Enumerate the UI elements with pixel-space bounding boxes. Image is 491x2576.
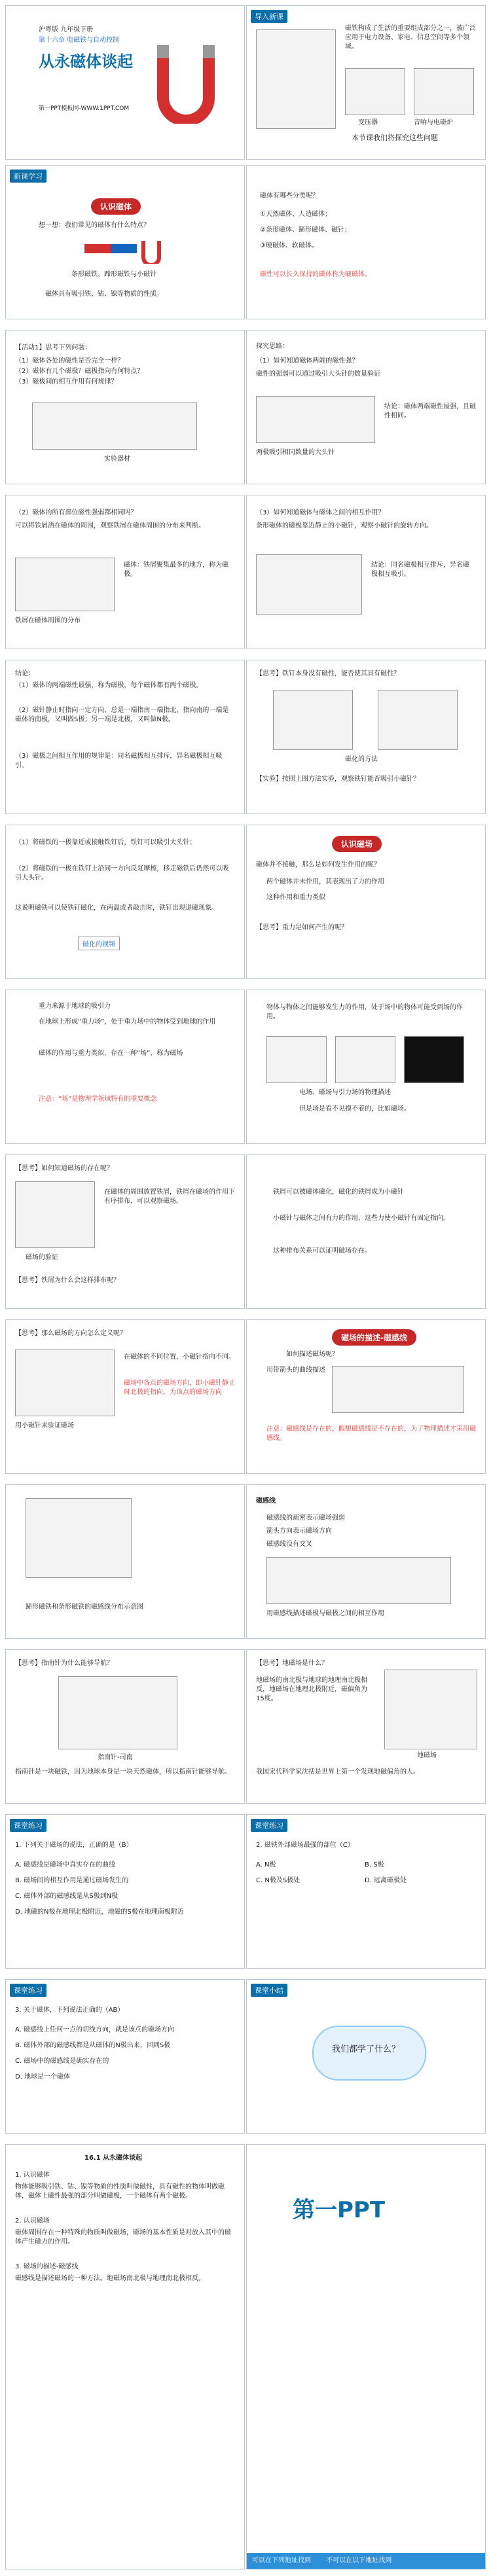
field-question: 磁体并不接触，那么是如何发生作用的呢？ xyxy=(256,861,380,868)
notes-h2: 2. 认识磁场 xyxy=(15,2217,50,2225)
activity-q3: （3）磁极间的相互作用有何规律？ xyxy=(15,378,118,385)
option-b: B. S极 xyxy=(365,1861,384,1869)
experiment-photo-2 xyxy=(378,690,458,750)
classify-note: 磁性可以长久保持的磁体称为硬磁体。 xyxy=(260,271,371,278)
filings-method: 可以将铁屑洒在磁体的周围，观察铁屑在磁体周围的分布来判断。 xyxy=(15,522,205,529)
slide-magnetize xyxy=(246,660,486,814)
slide-magnetize-result xyxy=(5,825,245,979)
magnet-graphic xyxy=(150,39,222,124)
magnetize-question: 【思考】铁钉本身没有磁性，能否使其具有磁性？ xyxy=(256,670,400,677)
section-header: 认识磁体 xyxy=(91,198,141,215)
activity-q1: （1）磁体各处的磁性是否完全一样？ xyxy=(15,357,124,365)
exercise-question: 2. 磁铁外部磁场最强的部位（C） xyxy=(256,1842,354,1849)
slide-field-proof xyxy=(246,1154,486,1309)
result-3: 这说明磁铁可以使铁钉磁化，在两温或者敲击时，铁钉出现退磁现象。 xyxy=(15,904,218,912)
caption-speaker: 音响与电磁炉 xyxy=(414,119,453,126)
option-a: A. 磁感线上任何一点的切线方向，就是该点的磁场方向 xyxy=(15,2026,175,2033)
result-2: （2）将磁铁的一极在铁钉上沿同一方向反复摩擦，移走磁铁后仍然可以吸引大头针。 xyxy=(15,865,229,882)
slide-compass xyxy=(5,1649,245,1804)
slide-exercise-2 xyxy=(246,1814,486,1969)
option-a: A. 磁感线是磁场中真实存在的曲线 xyxy=(15,1861,116,1869)
compass-needle-photo xyxy=(15,1350,115,1416)
option-c: C. 磁体外部的磁感线是从S极到N极 xyxy=(15,1893,118,1900)
magnets-caption: 条形磁铁、蹄形磁铁与小磁针 xyxy=(71,271,156,278)
slide-interaction xyxy=(246,495,486,649)
gravity-3: 磁体的作用与重力类似，存在一种“场”，称为磁场 xyxy=(39,1050,183,1057)
poles-lines-caption: 用磁感线描述磁极与磁极之间的相互作用 xyxy=(266,1610,384,1617)
direction-caption: 用小磁针来验证磁场 xyxy=(15,1422,74,1429)
geo-caption: 地磁场 xyxy=(417,1752,437,1759)
needle-photo xyxy=(256,554,362,615)
slide-end xyxy=(246,2144,486,2569)
option-d: D. 远离磁极处 xyxy=(365,1877,407,1884)
activity-head: 【活动1】思考下列问题： xyxy=(15,344,92,351)
classify-head: 磁体有哪些分类呢？ xyxy=(260,192,319,200)
notes-p1: 物体能够吸引铁、钴、镍等物质的性质叫做磁性，具有磁性的物体叫做磁体，磁体上磁性最强的部分叫做磁极，一个磁体有两个磁极。 xyxy=(15,2183,225,2200)
conclusion-1: （1）磁体的两端磁性最强，称为磁极，每个磁体都有两个磁极。 xyxy=(15,682,203,689)
slide-field-direction xyxy=(5,1319,245,1474)
lines-head: 磁感线 xyxy=(256,1497,276,1505)
explore-result: 结论：磁体两端磁性最强，且磁性相同。 xyxy=(384,403,476,420)
option-c: C. N极及S极处 xyxy=(256,1877,300,1884)
option-c: C. 磁场中的磁感线是确实存在的 xyxy=(15,2058,109,2065)
exercise-question: 3. 关于磁体，下列说法正确的（AB） xyxy=(15,2007,124,2014)
proof-2: 小磁针与磁体之间有力的作用，这些力使小磁针有固定指向。 xyxy=(273,1215,450,1222)
magnets-graphic xyxy=(84,238,163,264)
slide-activity1 xyxy=(5,330,245,484)
lines-note: 注意：磁感线是存在的，假想磁感线是不存在的，为了物理描述才采用磁感线。 xyxy=(266,1425,476,1442)
brand-text: 第一PPT模板网-WWW.1PPT.COM xyxy=(39,105,130,112)
horseshoe-lines-diagram xyxy=(26,1498,132,1578)
activity-q2: （2）磁体有几个磁极？磁极指向有何特点？ xyxy=(15,368,144,375)
section-header: 磁场的描述-磁感线 xyxy=(332,1329,416,1346)
pins-photo xyxy=(256,396,375,443)
field-answer-2: 这种作用和重力类似 xyxy=(266,894,325,901)
equipment-photo xyxy=(32,402,197,450)
slide-exercise-3 xyxy=(5,1979,245,2134)
field-image-3 xyxy=(404,1036,464,1083)
sinan-photo xyxy=(58,1676,177,1749)
option-d: D. 地球是一个磁体 xyxy=(15,2073,71,2081)
conclusion-2: （2）磁针静止时指向一定方向，总是一端指南一端指北，指向南的一端是磁体的南极，又叫做S极；另一端是北极，又叫做N极。 xyxy=(15,707,229,723)
magnetize-caption: 磁化的方法 xyxy=(345,756,378,763)
chapter-label: 第十六章 电磁铁与自动控制 xyxy=(39,37,120,44)
slide-conclusion xyxy=(5,660,245,814)
interaction-method: 条形磁体的磁极靠近静止的小磁针，观察小磁针的旋转方向。 xyxy=(256,522,433,529)
interaction-question: （3）如何知道磁体与磁体之间的相互作用？ xyxy=(256,509,385,516)
gravity-2: 在地球上形成“重力场”，处于重力场中的物体受到地球的作用 xyxy=(39,1018,216,1026)
compass-question: 【思考】指南针为什么能够导航？ xyxy=(15,1660,113,1667)
section-tag: 课堂练习 xyxy=(10,1819,46,1832)
slide-field-concept xyxy=(246,990,486,1144)
filings-result: 磁体：铁屑聚集最多的地方，称为磁极。 xyxy=(124,562,228,578)
direction-question: 【思考】那么磁场的方向怎么定义呢？ xyxy=(15,1330,126,1337)
slide-geomagnetic xyxy=(246,1649,486,1804)
field-concept-caption: 电场、磁场与引力场的物理描述 xyxy=(299,1089,391,1096)
notes-h1: 1. 认识磁体 xyxy=(15,2172,50,2179)
conclusion-head: 结论： xyxy=(15,670,35,677)
field-image-2 xyxy=(335,1036,395,1083)
proof-3: 这种排布关系可以证明磁场存在。 xyxy=(273,1247,371,1255)
slide-notes xyxy=(5,2144,245,2569)
sinan-caption: 指南针-司南 xyxy=(98,1754,133,1761)
section-tag: 导入新课 xyxy=(251,10,287,23)
end-logo: 第一PPT xyxy=(293,2197,386,2223)
conclusion-3: （3）磁极之间相互作用的规律是：同名磁极相互排斥，异名磁极相互吸引。 xyxy=(15,753,223,769)
slide-intro xyxy=(246,5,486,160)
section-tag: 课堂练习 xyxy=(251,1819,287,1832)
speaker-photo xyxy=(345,68,405,115)
bar-lines-caption: 蹄形磁铁和条形磁铁的磁感线分布示意图 xyxy=(26,1603,143,1611)
explore-head: 探究思路： xyxy=(256,343,289,350)
evidence-think: 【思考】铁屑为什么会这样排布呢？ xyxy=(15,1277,120,1284)
evidence-text: 在磁体的周围放置铁屑，铁屑在磁场的作用下有序排布，可以观察磁场。 xyxy=(104,1189,235,1205)
slide-summary xyxy=(246,1979,486,2134)
video-button[interactable]: 磁化的视频 xyxy=(78,937,120,950)
direction-text-2: 磁场中各点的磁场方向，即小磁针静止时北极的指向，为该点的磁场方向 xyxy=(124,1380,235,1396)
slide-field-lines xyxy=(246,1319,486,1474)
footer-link-2[interactable]: 不可以在以下地址找到 xyxy=(326,2557,392,2564)
slide-exercise-1 xyxy=(5,1814,245,1969)
option-b: B. 磁体外部的磁感线都是从磁体的N极出来，回到S极 xyxy=(15,2042,171,2049)
pins-caption: 两极吸引相同数量的大头针 xyxy=(256,449,335,456)
intro-text: 磁铁构成了生活的重要组成部分之一，被广泛应用于电力设备、家电、信息空间等多个领域。 xyxy=(345,25,476,50)
explore-answer: 磁性的强弱可以通过吸引大头针的数量验证 xyxy=(256,370,380,378)
geo-text-1: 地磁场的南北极与地球的地理南北极相反，地磁场在地理北极附近，磁偏角为15度。 xyxy=(256,1677,367,1702)
classify-item-3: ③硬磁体、软磁体。 xyxy=(260,242,318,249)
explore-question: （1）如何知道磁体两端的磁性强？ xyxy=(256,357,359,365)
notes-p2: 磁体周围存在一种特殊的物质叫做磁场，磁场的基本性质是对放入其中的磁体产生磁力的作用。 xyxy=(15,2229,231,2245)
lines-question: 如何描述磁场呢？ xyxy=(286,1351,338,1358)
poles-lines-diagram xyxy=(266,1557,451,1604)
field-concept-note: 但是场是看不见摸不着的，比如磁场。 xyxy=(299,1105,410,1113)
notes-h3: 3. 磁场的描述-磁感线 xyxy=(15,2263,79,2270)
notes-title: 16.1 从永磁体谈起 xyxy=(84,2155,143,2162)
compass-photo xyxy=(414,68,474,115)
caption-transformer: 变压器 xyxy=(358,119,378,126)
option-b: B. 磁场间的相互作用是通过磁场发生的 xyxy=(15,1877,129,1884)
field-image-1 xyxy=(266,1036,327,1083)
section-tag: 课堂小结 xyxy=(251,1984,287,1997)
slide-classify xyxy=(246,165,486,319)
slide-iron-filings xyxy=(5,495,245,649)
classify-item-1: ①天然磁体、人造磁体； xyxy=(260,211,331,218)
evidence-caption: 磁场的验证 xyxy=(26,1254,58,1261)
evidence-photo xyxy=(15,1181,95,1248)
filings-caption: 铁屑在磁体周围的分布 xyxy=(15,617,81,624)
lines-bullet-3: 磁感线没有交叉 xyxy=(266,1541,312,1548)
slide-know-magnet xyxy=(5,165,245,319)
field-answer-1: 两个磁体并未作用，其表现出了力的作用 xyxy=(266,878,384,885)
filings-photo xyxy=(15,558,115,611)
notes-p3: 磁感线是描述磁场的一种方法。地磁场南北极与地理南北极相反。 xyxy=(15,2275,205,2282)
section-header: 认识磁场 xyxy=(332,836,382,852)
result-1: （1）将磁铁的一极靠近或接触铁钉后，铁钉可以吸引大头针； xyxy=(15,839,196,846)
slide-explore xyxy=(246,330,486,484)
answer-text: 磁体具有吸引铁、钴、镍等物质的性质。 xyxy=(45,291,163,298)
slide-lines-props xyxy=(5,1484,245,1639)
geo-text-2: 我国宋代科学家沈括是世界上第一个发现地磁偏角的人。 xyxy=(256,1768,420,1776)
option-a: A. N极 xyxy=(256,1861,276,1869)
evidence-question: 【思考】如何知道磁场的存在呢？ xyxy=(15,1165,113,1172)
lesson-title: 从永磁体谈起 xyxy=(39,52,133,71)
field-think: 【思考】重力是如何产生的呢？ xyxy=(256,924,348,931)
gravity-note: 注意：“场”是物理学领域特有的重要概念 xyxy=(39,1096,157,1103)
interaction-result: 结论：同名磁极相互排斥，异名磁极相互吸引。 xyxy=(371,562,469,578)
lead-question: 本节课我们将探究这些问题 xyxy=(352,134,438,142)
exercise-question: 1. 下列关于磁场的说法，正确的是（B） xyxy=(15,1842,133,1849)
compass-answer: 指南针是一块磁铁，因为地球本身是一块天然磁体，所以指南针能够导航。 xyxy=(15,1768,231,1776)
slide-know-field xyxy=(246,825,486,979)
publisher: 沪粤版 九年级下册 xyxy=(39,26,94,33)
slide-gravity-field xyxy=(5,990,245,1144)
geo-question: 【思考】地磁场是什么？ xyxy=(256,1660,328,1667)
section-tag: 课堂练习 xyxy=(10,1984,46,1997)
slide-field-evidence xyxy=(5,1154,245,1309)
equipment-caption: 实验器材 xyxy=(104,456,130,463)
question-text: 想一想：我们常见的磁体有什么特点？ xyxy=(39,222,150,229)
experiment-photo-1 xyxy=(273,690,353,750)
summary-question: 我们都学了什么？ xyxy=(332,2045,401,2054)
lines-bullet-1: 磁感线的疏密表示磁场强弱 xyxy=(266,1514,345,1522)
field-concept-text: 物体与物体之间能够发生力的作用，处于场中的物体可能受到场的作用。 xyxy=(266,1004,463,1020)
lines-bullet-2: 箭头方向表示磁场方向 xyxy=(266,1528,332,1535)
proof-1: 铁屑可以被磁体磁化，磁化的铁屑成为小磁针 xyxy=(273,1189,404,1196)
filings-question: （2）磁体的所有部位磁性强弱都相同吗？ xyxy=(15,509,137,516)
classify-item-2: ②条形磁体、蹄形磁体、磁针； xyxy=(260,226,351,234)
slide-title xyxy=(5,5,245,160)
magnetize-experiment: 【实验】按照上图方法实验，观察铁钉能否吸引小磁针？ xyxy=(256,776,420,783)
direction-text-1: 在磁体的不同位置，小磁针指向不同。 xyxy=(124,1353,235,1361)
option-d: D. 地磁的N极在地理北极附近，地磁的S极在地理南极附近 xyxy=(15,1908,184,1916)
gravity-1: 重力来源于地球的吸引力 xyxy=(39,1003,111,1010)
end-footer xyxy=(247,2553,485,2569)
section-tag: 新课学习 xyxy=(10,170,46,183)
footer-link-1[interactable]: 可以在下列地址找到 xyxy=(252,2557,311,2564)
geo-diagram xyxy=(384,1670,477,1749)
lines-method: 用带箭头的曲线描述 xyxy=(266,1367,325,1374)
lines-diagram xyxy=(332,1366,464,1413)
transformer-photo xyxy=(256,29,336,129)
slide-lines-summary xyxy=(246,1484,486,1639)
